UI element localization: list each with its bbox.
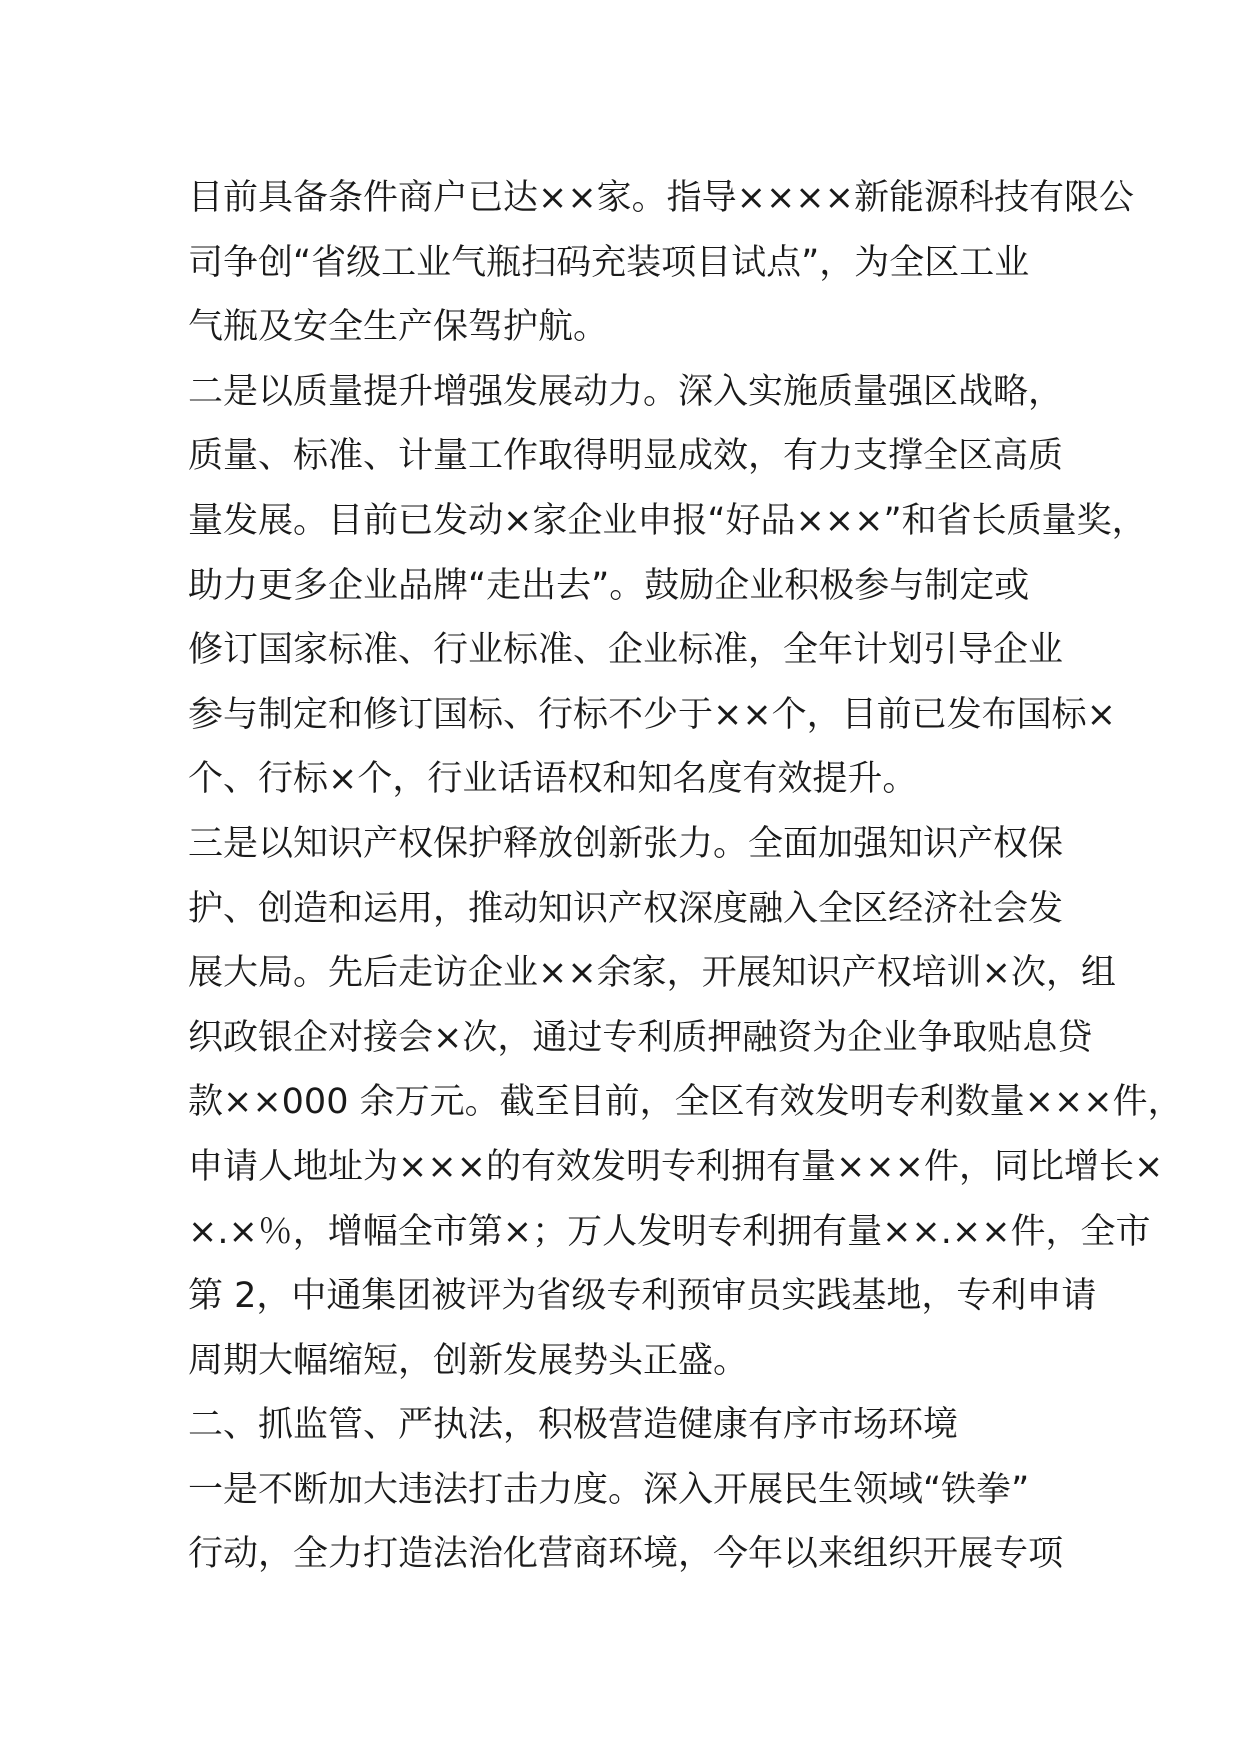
- text-line: 周期大幅缩短，创新发展势头正盛。: [188, 1340, 749, 1381]
- text-line: 织政银企对接会×次，通过专利质押融资为企业争取贴息贷: [188, 1017, 1093, 1058]
- text-line: 质量、标准、计量工作取得明显成效，有力支撑全区高质: [188, 436, 1064, 477]
- text-line: 第 2，中通集团被评为省级专利预审员实践基地，专利申请: [188, 1276, 1097, 1317]
- text-line: 展大局。先后走访企业××余家，开展知识产权培训×次，组: [188, 953, 1116, 994]
- text-line: 司争创“省级工业气瓶扫码充装项目试点”，为全区工业: [188, 242, 1030, 283]
- text-line: 目前具备条件商户已达××家。指导××××新能源科技有限公: [188, 178, 1134, 218]
- section-heading: 二、抓监管、严执法，积极营造健康有序市场环境: [188, 1405, 959, 1446]
- text-line: 申请人地址为×××的有效发明专利拥有量×××件，同比增长×: [188, 1146, 1164, 1187]
- text-line: 款××000 余万元。截至目前，全区有效发明专利数量×××件，: [188, 1082, 1183, 1123]
- text-line: 护、创造和运用，推动知识产权深度融入全区经济社会发: [188, 888, 1064, 929]
- text-line: 三是以知识产权保护释放创新张力。全面加强知识产权保: [188, 823, 1064, 864]
- text-line: 个、行标×个，行业话语权和知名度有效提升。: [188, 759, 918, 800]
- text-line: 修订国家标准、行业标准、企业标准，全年计划引导企业: [188, 630, 1064, 671]
- text-line: 气瓶及安全生产保驾护航。: [188, 307, 609, 348]
- text-line: 参与制定和修订国标、行标不少于××个，目前已发布国标×: [188, 694, 1116, 735]
- text-line: 一是不断加大违法打击力度。深入开展民生领域“铁拳”: [188, 1469, 1030, 1510]
- text-line: 量发展。目前已发动×家企业申报“好品×××”和省长质量奖，: [188, 500, 1147, 541]
- document-body: [188, 166, 1183, 1587]
- text-line: 行动，全力打造法治化营商环境，今年以来组织开展专项: [188, 1534, 1064, 1575]
- text-line: 助力更多企业品牌“走出去”。鼓励企业积极参与制定或: [188, 565, 1030, 606]
- text-line: ×.×％，增幅全市第×；万人发明专利拥有量××.××件，全市: [188, 1211, 1151, 1252]
- text-line: 二是以质量提升增强发展动力。深入实施质量强区战略，: [188, 371, 1064, 412]
